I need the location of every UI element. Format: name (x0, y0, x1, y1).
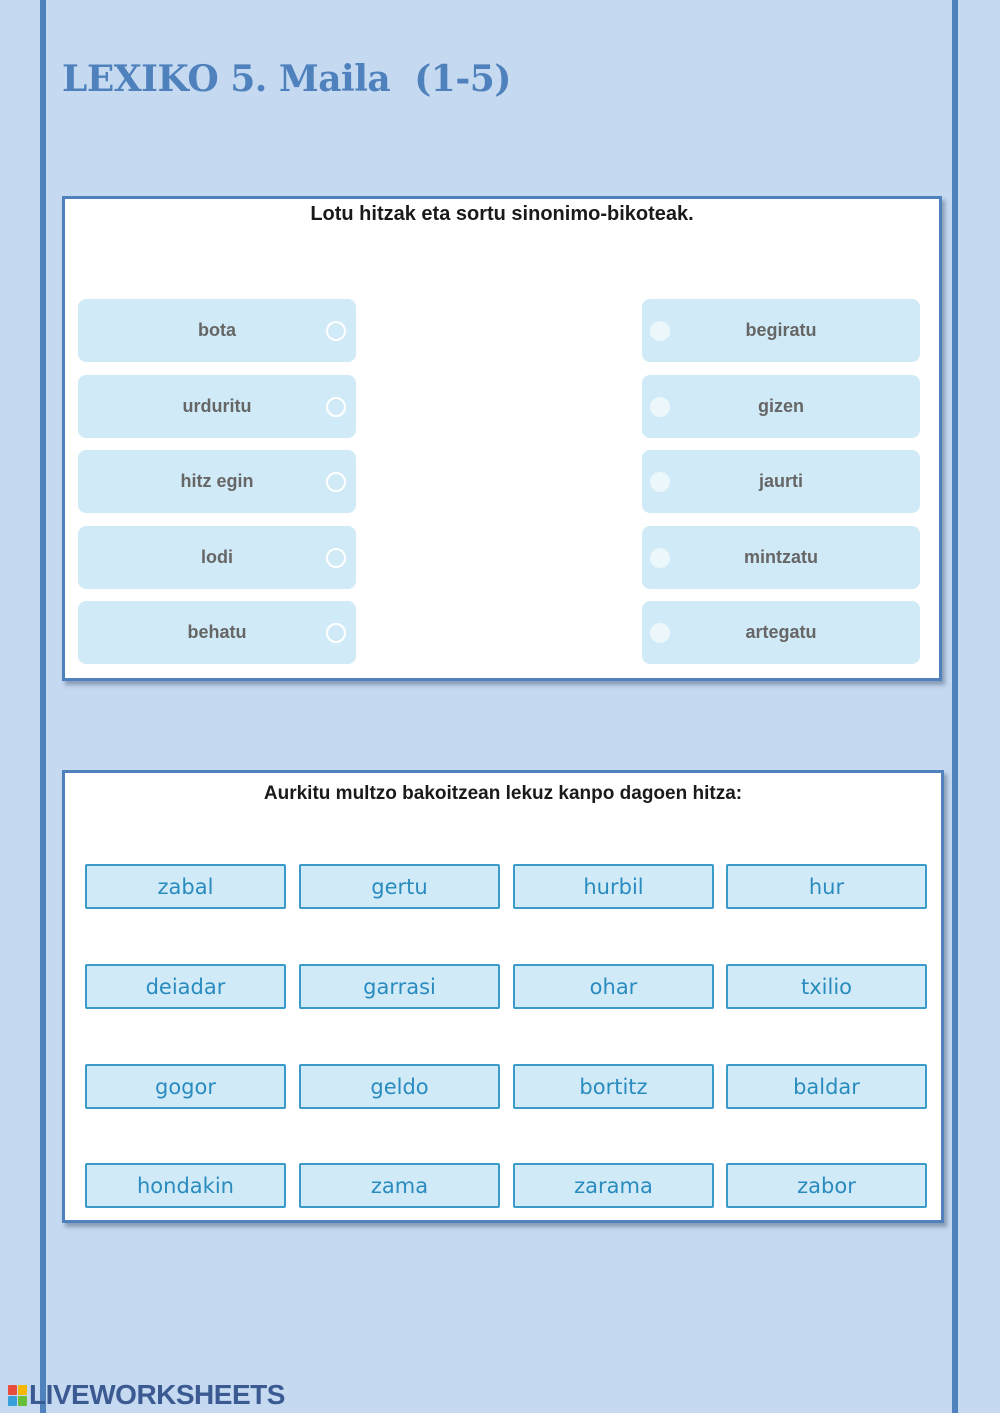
word-button[interactable]: zabor (726, 1163, 927, 1208)
word-button[interactable]: zabal (85, 864, 286, 909)
match-right-item[interactable] (642, 450, 920, 513)
match-right-item[interactable] (642, 375, 920, 438)
match-left-item[interactable] (78, 526, 356, 589)
connector-dot-icon[interactable] (650, 472, 670, 492)
word-button[interactable]: hurbil (513, 864, 714, 909)
connector-dot-icon[interactable] (326, 623, 346, 643)
connector-dot-icon[interactable] (650, 321, 670, 341)
word-button[interactable]: gogor (85, 1064, 286, 1109)
connector-dot-icon[interactable] (326, 397, 346, 417)
page-title: LEXIKO 5. Maila (1-5) (62, 58, 511, 100)
match-left-label: lodi (201, 547, 233, 567)
odd-one-out-instruction: Aurkitu multzo bakoitzean lekuz kanpo dagoen hitza: (263, 783, 743, 804)
logo-text: LIVEWORKSHEETS (29, 1379, 285, 1410)
match-left-item[interactable] (78, 601, 356, 664)
logo-square (8, 1385, 17, 1395)
word-button[interactable]: baldar (726, 1064, 927, 1109)
word-button[interactable]: zama (299, 1163, 500, 1208)
match-right-label: gizen (757, 396, 804, 416)
connector-dot-icon[interactable] (326, 321, 346, 341)
match-right-item[interactable] (642, 299, 920, 362)
word-button[interactable]: gertu (299, 864, 500, 909)
matching-panel (62, 196, 942, 681)
match-right-label: artegatu (745, 622, 817, 642)
connector-dot-icon[interactable] (650, 397, 670, 417)
match-right-label: begiratu (745, 320, 817, 340)
connector-dot-icon[interactable] (650, 623, 670, 643)
match-left-item[interactable] (78, 450, 356, 513)
logo-square (8, 1396, 17, 1406)
word-button[interactable]: bortitz (513, 1064, 714, 1109)
word-button[interactable]: deiadar (85, 964, 286, 1009)
match-right-item[interactable] (642, 601, 920, 664)
match-right-label: mintzatu (744, 547, 818, 567)
word-button[interactable]: txilio (726, 964, 927, 1009)
word-button[interactable]: zarama (513, 1163, 714, 1208)
logo-square (18, 1385, 27, 1395)
logo-square (18, 1396, 27, 1406)
word-button[interactable]: hur (726, 864, 927, 909)
match-right-item[interactable] (642, 526, 920, 589)
word-button[interactable]: ohar (513, 964, 714, 1009)
logo-icon (8, 1385, 27, 1406)
match-left-item[interactable] (78, 375, 356, 438)
match-left-label: behatu (187, 622, 247, 642)
match-left-label: urduritu (182, 396, 252, 416)
matching-instruction: Lotu hitzak eta sortu sinonimo-bikoteak. (310, 203, 694, 225)
match-left-label: hitz egin (180, 471, 254, 491)
odd-one-out-panel (62, 770, 944, 1223)
match-right-label: jaurti (758, 471, 803, 491)
connector-dot-icon[interactable] (326, 548, 346, 568)
left-margin-line (40, 0, 46, 1413)
match-left-label: bota (198, 320, 236, 340)
word-button[interactable]: hondakin (85, 1163, 286, 1208)
word-button[interactable]: garrasi (299, 964, 500, 1009)
word-button[interactable]: geldo (299, 1064, 500, 1109)
right-margin-line (952, 0, 958, 1413)
match-left-item[interactable] (78, 299, 356, 362)
connector-dot-icon[interactable] (326, 472, 346, 492)
connector-dot-icon[interactable] (650, 548, 670, 568)
liveworksheets-logo[interactable] (8, 1380, 285, 1410)
